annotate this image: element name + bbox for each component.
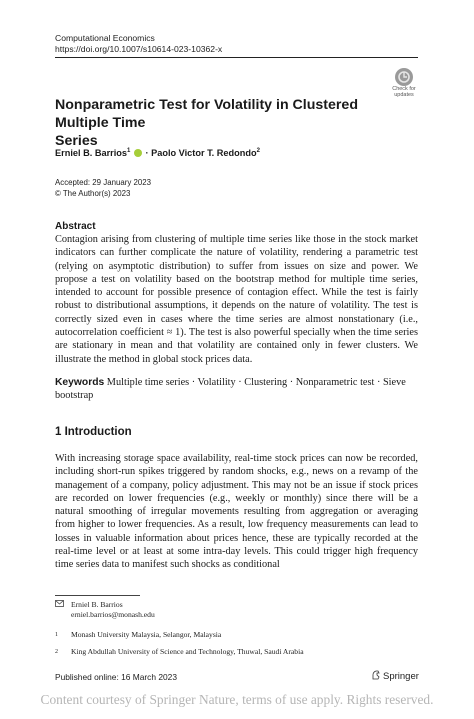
publisher-logo[interactable] (372, 670, 419, 682)
copyright-notice: © The Author(s) 2023 (55, 189, 131, 198)
doi-link[interactable]: https://doi.org/10.1007/s10614-023-10362-x (55, 44, 223, 54)
envelope-icon (55, 600, 71, 610)
author-2-name[interactable]: Paolo Victor T. Redondo (151, 148, 257, 159)
abstract-heading: Abstract (55, 221, 96, 232)
published-online-date: Published online: 16 March 2023 (55, 672, 177, 682)
contact-name: Erniel B. Barrios (71, 600, 123, 609)
affiliation-1-number: 1 (55, 632, 58, 638)
affiliation-2-text: King Abdullah University of Science and Technology, Thuwal, Saudi Arabia (71, 647, 304, 656)
keywords-label: Keywords (55, 377, 105, 388)
journal-header (55, 33, 222, 55)
keywords-list: Multiple time series · Volatility · Clustering · Nonparametric test · Sieve bootstrap (55, 377, 406, 402)
corresponding-author-note (55, 600, 155, 620)
affiliation-2 (55, 647, 304, 657)
author-1-name[interactable]: Erniel B. Barrios (55, 148, 127, 159)
springer-horse-icon (372, 670, 380, 680)
contact-email[interactable]: erniel.barrios@monash.edu (71, 610, 155, 619)
accepted-date: Accepted: 29 January 2023 (55, 178, 152, 187)
header-rule (55, 57, 418, 58)
introduction-body: With increasing storage space availability, real-time stock prices can now be recorded, including short-run spikes triggered by random shocks, e.g., news on a revamp of the management of a company, policy adjustment. This may not be an issue if stock prices are recorded on lower frequencies (e.g., weekly or monthly) since there will be a natural smoothing of irregular movements resulting from aggregation or averaging from higher to lower frequencies. As a result, low frequency measurements can lead to losses in valuable information about prices hence, these are typically recorded at the real-time level or at least at some intra-day levels. This could trigger high frequency time series data to manifest such shocks as conditional (55, 453, 418, 571)
check-for-updates-label: Check for updates (392, 86, 416, 98)
paper-title: Nonparametric Test for Volatility in Clustered Multiple Time Series (55, 97, 358, 149)
affiliation-1-text: Monash University Malaysia, Selangor, Malaysia (71, 630, 222, 639)
check-for-updates-icon (395, 68, 413, 86)
journal-name: Computational Economics (55, 33, 155, 43)
footnote-rule (55, 595, 140, 596)
publisher-name: Springer (383, 671, 419, 682)
article-dates (55, 177, 151, 199)
abstract-body: Contagion arising from clustering of multiple time series like those in the stock market indicators can further complicate the nature of volatility, rendering a parametric test (relying on asymptotic distribution) to suffer from issues on size and power. We propose a test on volatility based on the bootstrap method for multiple time series, intended to account for possible presence of contagion effect. While the test is fairly robust to distributional assumptions, it depends on the nature of volatility. The test is correctly sized even in cases where the time series are almost nonstationary (i.e., autocorrelation coefficient ≈ 1). The test is also powerful specially when the time series are stationary in mean and that volatility are contained only in fewer clusters. We illustrate the method in global stock prices data. (55, 234, 418, 365)
section-heading-introduction: 1 Introduction (55, 426, 132, 438)
author-2-affiliation-marker: 2 (256, 148, 260, 154)
courtesy-watermark: Content courtesy of Springer Nature, terms of use apply. Rights reserved. (40, 692, 434, 707)
keywords-block (55, 376, 418, 403)
orcid-icon[interactable] (134, 149, 142, 157)
affiliation-2-number: 2 (55, 649, 58, 655)
author-separator: · (145, 148, 152, 159)
author-line (55, 148, 260, 158)
author-1-affiliation-marker: 1 (127, 148, 131, 154)
affiliation-1 (55, 630, 221, 640)
